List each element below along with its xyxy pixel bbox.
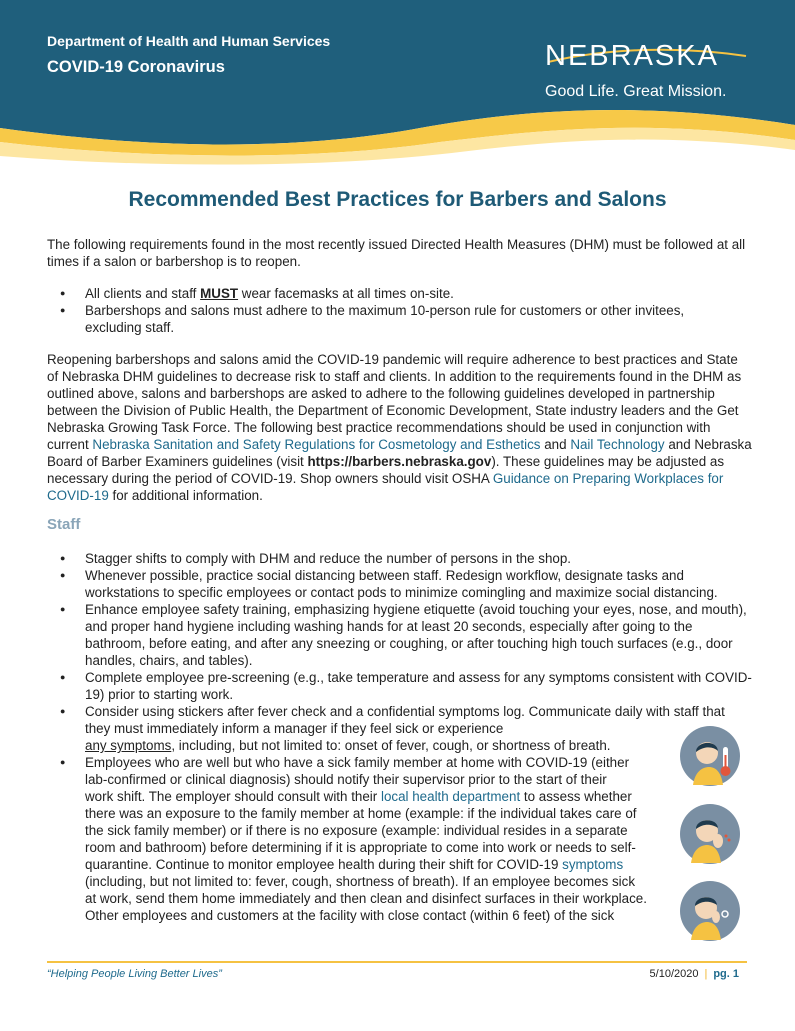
page-number: pg. 1	[713, 968, 739, 980]
fever-icon	[679, 725, 741, 787]
barbers-url[interactable]: https://barbers.nebraska.gov	[307, 454, 492, 469]
list-item-text: Complete employee pre-screening (e.g., take temperature and assess for any symptoms consistent with COVID-19) prior to starting work.	[85, 670, 752, 702]
cough-icon	[679, 803, 741, 865]
list-item	[47, 754, 752, 924]
list-item-text: wear facemasks at all times on-site.	[238, 286, 454, 301]
footer-date: 5/10/2020	[649, 968, 699, 980]
cosmetology-regulations-link[interactable]: Nebraska Sanitation and Safety Regulations for Cosmetology and Esthetics	[92, 437, 541, 452]
footer-divider	[47, 961, 747, 963]
list-item-text: there was an exposure to the family member at home (example: if the individual takes care of	[85, 806, 637, 821]
page-header	[0, 0, 795, 175]
list-item-text: Stagger shifts to comply with DHM and reduce the number of persons in the shop.	[85, 551, 572, 566]
list-item-text: at work, send them home immediately and then clean and disinfect surfaces in their workplace.	[85, 891, 647, 906]
staff-list	[47, 550, 752, 924]
document-title: Recommended Best Practices for Barbers and Salons	[128, 188, 667, 211]
logo-tagline: Good Life. Great Mission.	[545, 83, 727, 100]
list-item	[47, 550, 752, 567]
symptoms-link[interactable]: symptoms	[562, 857, 624, 872]
local-health-department-link[interactable]: local health department	[380, 789, 521, 804]
osha-guidance-link[interactable]: Guidance on Preparing Workplaces for COVID-19	[47, 471, 724, 503]
requirements-list	[47, 285, 727, 336]
list-item-text: Whenever possible, practice social distancing between staff. Redesign workflow, designate tasks and workstations to specific employees or contact pods to minimize comingling and maximize social distancing.	[85, 568, 718, 600]
list-item-text: Employees who are well but who have a sick family member at home with COVID-19 (either	[85, 755, 630, 770]
list-item-text: Consider using stickers after fever check and a confidential symptoms log. Communicate daily with staff that they must immediately inform a manager if they feel sick or experience	[85, 704, 725, 736]
body-text: Reopening barbershops and salons amid the COVID-19 pandemic will require adherence to best practices and State of Nebraska DHM guidelines to decrease risk to staff and clients. In addition to the requirements found in the DHM as outlined above, salons and barbershops are asked to adhere to the following guidelines developed in partnership between the Division of Public Health, the Department of Economic Development, State industry leaders and the Get Nebraska Growing Task Force. The following best practice recommendations should be used in conjunction with current	[47, 352, 742, 452]
list-item	[47, 669, 752, 703]
staff-heading: Staff	[47, 516, 81, 533]
list-item	[47, 302, 727, 336]
nail-technology-link[interactable]: Nail Technology	[570, 437, 665, 452]
body-text: for additional information.	[108, 488, 263, 503]
list-item-text: Other employees and customers at the facility with close contact (within 6 feet) of the sick	[85, 908, 615, 923]
body-text: ). These guidelines may be adjusted as necessary during the period of COVID-19. Shop owners should visit OSHA	[47, 454, 725, 486]
list-item-text: (including, but not limited to: fever, cough, shortness of breath). If an employee becomes sick	[85, 874, 636, 889]
list-item-text: the sick family member) or if there is no exposure (example: individual resides in a separate	[85, 823, 628, 838]
footer-page-info	[650, 968, 739, 980]
header-subtitle: COVID-19 Coronavirus	[47, 58, 225, 76]
body-paragraph	[47, 351, 752, 504]
list-item	[47, 703, 752, 754]
list-item-text: lab-confirmed or clinical diagnosis) should notify their supervisor prior to the start of their	[85, 772, 607, 787]
list-item-text: to assess whether	[520, 789, 632, 804]
footer-separator: |	[704, 968, 708, 980]
shortness-of-breath-icon	[679, 880, 741, 942]
list-item-text: , including, but not limited to: onset of fever, cough, or shortness of breath.	[171, 738, 611, 753]
nebraska-logo: NEBRASKA	[545, 40, 719, 72]
list-item-text: Barbershops and salons must adhere to the maximum 10-person rule for customers or other invitees, excluding staff.	[85, 303, 685, 335]
body-text: and Nebraska Board of Barber Examiners guidelines (visit	[47, 437, 752, 469]
list-item-text: Enhance employee safety training, emphasizing hygiene etiquette (avoid touching your eyes, nose, and mouth), and proper hand hygiene including washing hands for at least 20 seconds, especially after going to the bathroom, before eating, and after any sneezing or coughing, or after touching high touch surfaces (e.g., door handles, chairs, and tables).	[85, 602, 747, 668]
body-text: and	[540, 437, 571, 452]
any-symptoms-link[interactable]: any symptoms	[85, 738, 172, 753]
list-item-text: room and bathroom) before determining if it is appropriate to come into work or needs to self-	[85, 840, 636, 855]
list-item	[47, 601, 752, 669]
list-item-text: work shift. The employer should consult with their	[85, 789, 381, 804]
department-name: Department of Health and Human Services	[47, 33, 331, 49]
list-item-text: quarantine. Continue to monitor employee health during their shift for COVID-19	[85, 857, 563, 872]
list-item	[47, 567, 752, 601]
list-item-text: All clients and staff	[85, 286, 201, 301]
list-item	[47, 285, 727, 302]
footer-slogan: “Helping People Living Better Lives”	[47, 968, 222, 980]
must-emphasis: MUST	[200, 286, 239, 301]
intro-paragraph: The following requirements found in the most recently issued Directed Health Measures (DHM) must be followed at all times if a salon or barbershop is to reopen.	[47, 237, 746, 269]
